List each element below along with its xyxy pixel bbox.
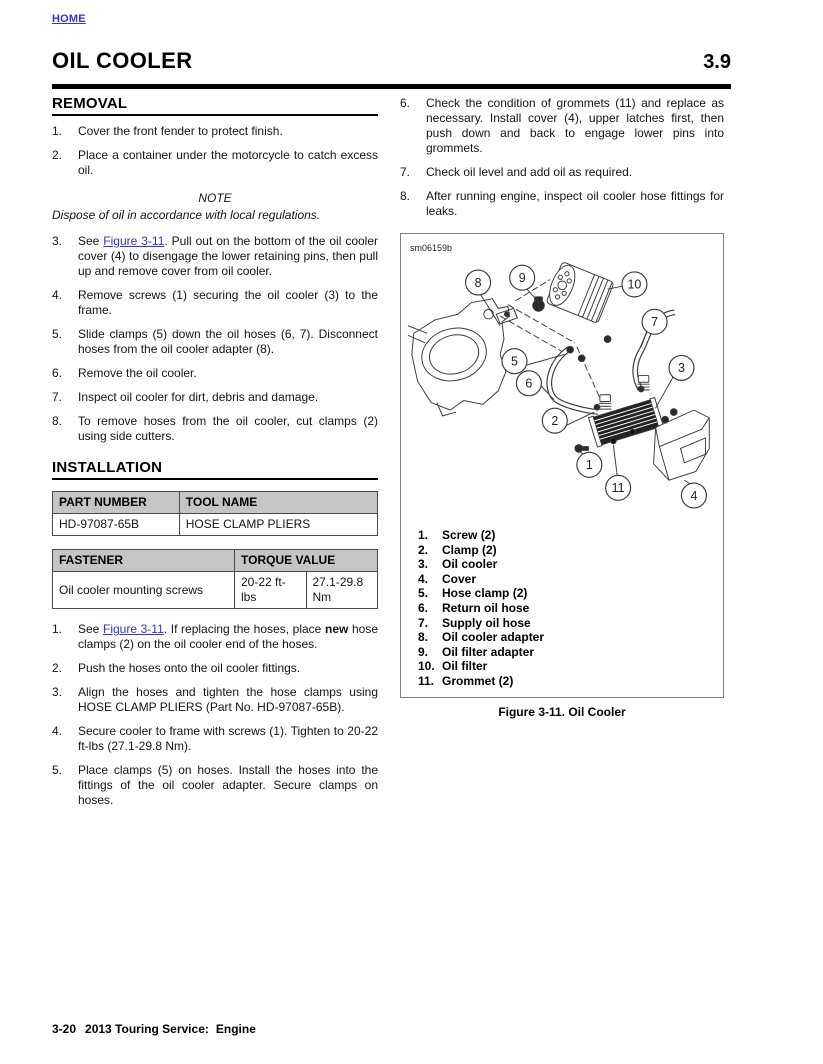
svg-text:5: 5	[511, 354, 518, 369]
oil-filter-adapter-art	[533, 297, 545, 311]
svg-text:7: 7	[651, 315, 659, 330]
step-number: 4.	[52, 724, 63, 738]
legend-number: 7.	[418, 615, 429, 630]
torque-table	[52, 549, 378, 609]
legend-number: 11.	[418, 673, 435, 688]
tool-table-header-tool-name: TOOL NAME	[179, 492, 377, 514]
legend-item	[418, 586, 723, 601]
step-text-segment: hose clamps (2) on the oil cooler end of the hoses.	[78, 622, 378, 651]
callout-2	[542, 408, 567, 433]
step-text: Place a container under the motorcycle to catch excess oil.	[78, 148, 378, 177]
removal-heading: REMOVAL	[52, 96, 378, 116]
callout-6	[516, 371, 541, 396]
step-text: Push the hoses onto the oil cooler fittings.	[78, 661, 301, 675]
svg-text:1: 1	[585, 458, 593, 473]
legend-number: 9.	[418, 644, 429, 659]
step-text: Cover the front fender to protect finish.	[78, 124, 283, 138]
figure-box	[400, 233, 724, 698]
removal-step-7	[52, 390, 378, 405]
torque-table-header-fastener: FASTENER	[53, 550, 235, 572]
step-number: 2.	[52, 148, 63, 162]
callout-9	[510, 265, 535, 290]
step-text: Secure cooler to frame with screws (1). Tighten to 20-22 ft-lbs (27.1-29.8 Nm).	[78, 724, 378, 753]
removal-step-8	[52, 414, 378, 444]
figure-3-11-link[interactable]: Figure 3-11	[103, 234, 165, 248]
removal-step-5	[52, 327, 378, 357]
legend-number: 2.	[418, 542, 429, 557]
figure-legend	[418, 528, 723, 689]
note-block	[52, 191, 378, 223]
svg-text:9: 9	[518, 271, 526, 286]
step-number: 7.	[52, 390, 63, 404]
legend-number: 3.	[418, 557, 429, 572]
legend-number: 6.	[418, 600, 429, 615]
table-row	[53, 572, 378, 609]
svg-text:4: 4	[690, 488, 698, 503]
installation-step-1	[52, 622, 378, 652]
svg-text:8: 8	[474, 275, 482, 290]
step-number: 7.	[400, 165, 411, 179]
legend-item	[418, 645, 723, 660]
hose-clamp-art	[567, 336, 611, 362]
step-number: 6.	[400, 96, 411, 110]
step-number: 8.	[400, 189, 411, 203]
legend-item	[418, 572, 723, 587]
step-number: 6.	[52, 366, 63, 380]
step-text: Remove screws (1) securing the oil cooler (3) to the frame.	[78, 288, 378, 317]
removal-step-4	[52, 288, 378, 318]
installation-step-3	[52, 685, 378, 715]
installation-step-4	[52, 724, 378, 754]
page-title: OIL COOLER	[52, 48, 193, 73]
legend-label: Cover	[442, 571, 477, 586]
step-text: Place clamps (5) on hoses. Install the hoses into the fittings of the oil cooler adapter. Secure clamps on hoses.	[78, 763, 378, 807]
step-number: 1.	[52, 622, 63, 636]
callout-10	[622, 272, 647, 297]
legend-label: Oil cooler	[442, 557, 498, 572]
step-text	[78, 622, 378, 652]
removal-step-1	[52, 124, 378, 139]
step-text: Slide clamps (5) down the oil hoses (6, 7). Disconnect hoses from the oil cooler adapter (8).	[78, 327, 378, 356]
tool-table-header-row	[53, 492, 378, 514]
step-text-segment: See	[78, 234, 104, 248]
step-text: Inspect oil cooler for dirt, debris and damage.	[78, 390, 319, 404]
right-column	[400, 96, 724, 720]
svg-text:11: 11	[611, 481, 625, 496]
figure-3-11-link[interactable]: Figure 3-11	[102, 622, 164, 636]
callout-7	[642, 309, 667, 334]
legend-number: 10.	[418, 659, 435, 674]
note-label: NOTE	[198, 191, 232, 205]
installation-step-6	[400, 96, 724, 156]
legend-number: 8.	[418, 630, 429, 645]
legend-item	[418, 557, 723, 572]
oil-cooler-art	[589, 397, 664, 447]
step-text-bold: new	[325, 622, 349, 636]
installation-step-8	[400, 189, 724, 219]
removal-step-6	[52, 366, 378, 381]
legend-item	[418, 601, 723, 616]
installation-step-7	[400, 165, 724, 180]
legend-item	[418, 616, 723, 631]
step-text	[78, 234, 378, 279]
legend-item	[418, 659, 723, 674]
step-number: 2.	[52, 661, 63, 675]
legend-label: Oil filter	[442, 659, 488, 674]
removal-step-3	[52, 234, 378, 279]
legend-label: Supply oil hose	[442, 615, 531, 630]
step-number: 8.	[52, 414, 63, 428]
tool-table-header-part-number: PART NUMBER	[53, 492, 180, 514]
oil-cooler-exploded-diagram	[408, 258, 716, 520]
table-row	[53, 514, 378, 536]
step-text-segment: . If replacing the hoses, place	[163, 622, 325, 636]
callout-3	[669, 355, 694, 380]
svg-text:6: 6	[525, 376, 533, 391]
legend-label: Grommet (2)	[442, 673, 514, 688]
legend-item	[418, 543, 723, 558]
tool-table-cell-tool-name: HOSE CLAMP PLIERS	[179, 514, 377, 536]
installation-step-2	[52, 661, 378, 676]
step-text: Check oil level and add oil as required.	[426, 165, 633, 179]
left-column	[52, 96, 378, 817]
legend-label: Screw (2)	[442, 528, 496, 542]
tool-table-cell-part-number: HD-97087-65B	[53, 514, 180, 536]
callout-8	[466, 270, 491, 295]
step-number: 1.	[52, 124, 63, 138]
step-text: After running engine, inspect oil cooler hose fittings for leaks.	[426, 189, 724, 218]
legend-item	[418, 674, 723, 689]
callout-5	[502, 349, 527, 374]
svg-text:3: 3	[677, 361, 685, 376]
figure-image-code: sm06159b	[410, 243, 453, 253]
step-text: Check the condition of grommets (11) and replace as necessary. Install cover (4), upper latches first, then push down and back to engage lower pins into grommets.	[426, 96, 724, 155]
footer-manual-title: 2013 Touring Service:	[85, 1022, 209, 1036]
step-number: 5.	[52, 763, 63, 777]
footer-section: Engine	[215, 1022, 256, 1036]
legend-label: Hose clamp (2)	[442, 586, 528, 601]
section-page-number: 3.9	[703, 51, 731, 73]
legend-label: Oil filter adapter	[442, 644, 535, 659]
tool-table	[52, 491, 378, 536]
legend-number: 1.	[418, 528, 429, 542]
step-number: 3.	[52, 234, 63, 248]
title-row	[52, 48, 731, 74]
footer-page-number: 3-20	[52, 1022, 77, 1036]
legend-item	[418, 630, 723, 645]
svg-text:10: 10	[627, 277, 642, 292]
page-footer	[52, 1022, 256, 1036]
step-number: 5.	[52, 327, 63, 341]
legend-label: Clamp (2)	[442, 542, 497, 557]
installation-heading: INSTALLATION	[52, 460, 378, 480]
torque-table-header-row	[53, 550, 378, 572]
torque-table-header-torque-value: TORQUE VALUE	[235, 550, 378, 572]
legend-number: 4.	[418, 571, 429, 586]
title-rule	[52, 84, 731, 89]
figure-caption: Figure 3-11. Oil Cooler	[498, 704, 626, 719]
return-oil-hose-art	[549, 349, 598, 412]
step-text: Remove the oil cooler.	[78, 366, 197, 380]
step-text: To remove hoses from the oil cooler, cut clamps (2) using side cutters.	[78, 414, 378, 443]
oil-filter-art	[544, 261, 614, 323]
callout-4	[681, 483, 706, 508]
legend-item	[418, 528, 723, 543]
step-text-segment: See	[78, 622, 103, 636]
torque-table-cell-ftlbs: 20-22 ft-lbs	[235, 572, 307, 609]
removal-step-2	[52, 148, 378, 178]
legend-label: Oil cooler adapter	[442, 630, 545, 645]
callout-1	[577, 452, 602, 477]
step-text: Align the hoses and tighten the hose clamps using HOSE CLAMP PLIERS (Part No. HD-97087-65B).	[78, 685, 378, 714]
note-text: Dispose of oil in accordance with local regulations.	[52, 208, 321, 222]
installation-step-5	[52, 763, 378, 808]
torque-table-cell-fastener: Oil cooler mounting screws	[53, 572, 235, 609]
step-number: 3.	[52, 685, 63, 699]
svg-text:2: 2	[551, 413, 559, 428]
home-link[interactable]: HOME	[52, 13, 86, 25]
legend-label: Return oil hose	[442, 600, 530, 615]
callout-11	[606, 475, 631, 500]
legend-number: 5.	[418, 586, 429, 601]
step-number: 4.	[52, 288, 63, 302]
torque-table-cell-nm: 27.1-29.8 Nm	[306, 572, 378, 609]
step-text-segment: . Pull out on the bottom of the oil cooler cover (4) to disengage the lower retaining pins, then pull up and remove cover from oil cooler.	[78, 234, 378, 278]
